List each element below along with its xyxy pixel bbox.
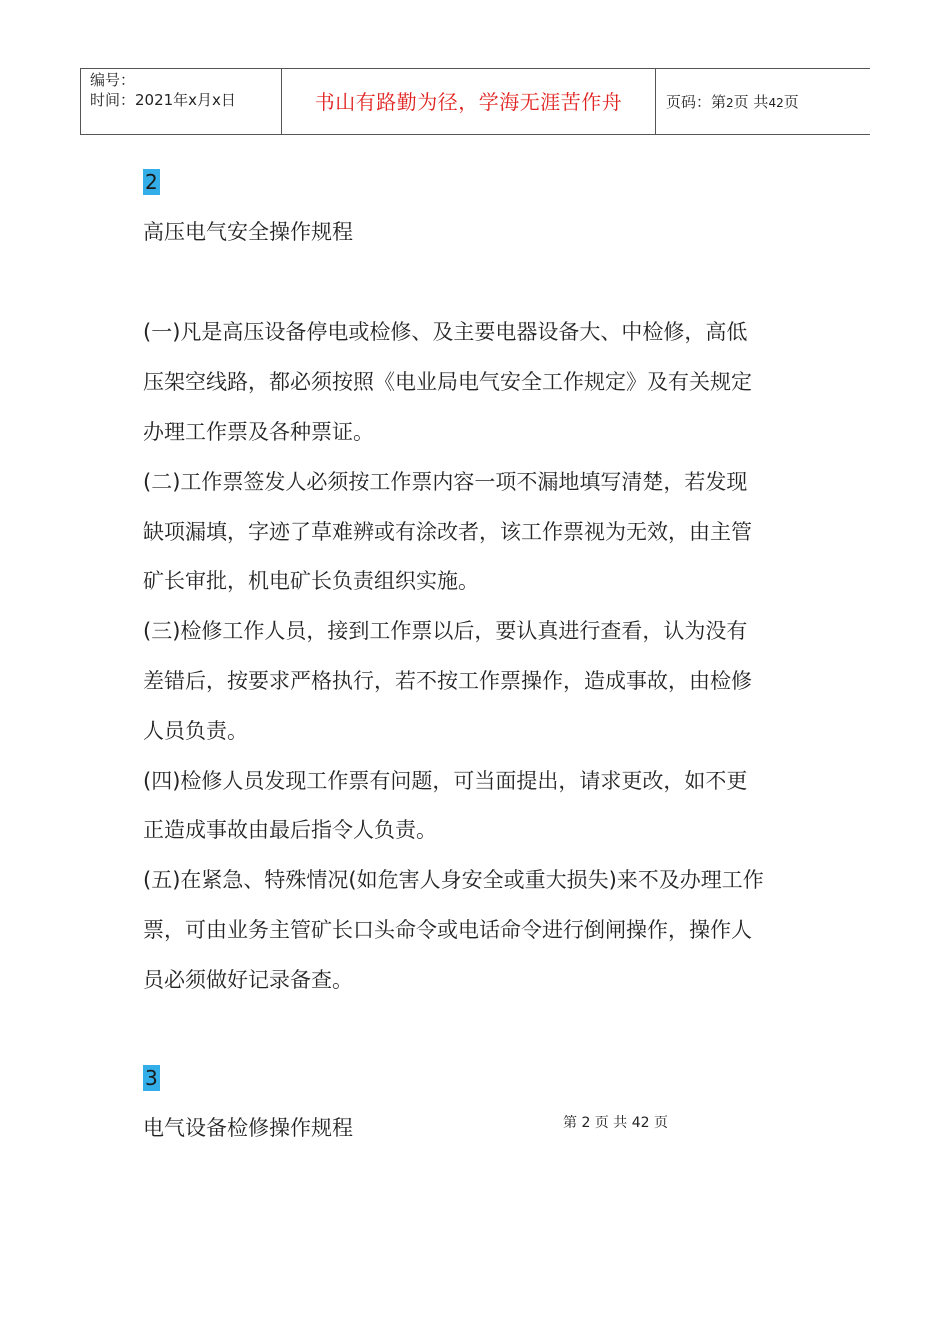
page-prefix: 页码：第 bbox=[666, 93, 727, 111]
paragraph-line: 矿长审批，机电矿长负责组织实施。 bbox=[143, 569, 479, 593]
serial-label: 编号： bbox=[90, 71, 136, 89]
paragraph-line: (一)凡是高压设备停电或检修、及主要电器设备大、中检修，高低 bbox=[143, 320, 748, 344]
section-3-number: 3 bbox=[145, 1066, 158, 1090]
header-meta-cell bbox=[81, 69, 282, 134]
paragraph-line: (二)工作票签发人必须按工作票内容一项不漏地填写清楚，若发现 bbox=[143, 470, 748, 494]
section-3-title: 电气设备检修操作规程 bbox=[143, 1116, 353, 1140]
paragraph-line: 缺项漏填，字迹了草难辨或有涂改者，该工作票视为无效，由主管 bbox=[143, 520, 752, 544]
header-motto-cell bbox=[282, 69, 656, 134]
paragraph-line: 人员负责。 bbox=[143, 719, 248, 743]
section-2-title: 高压电气安全操作规程 bbox=[143, 220, 353, 244]
section-2-number: 2 bbox=[145, 170, 158, 194]
paragraph-line: 正造成事故由最后指令人负责。 bbox=[143, 818, 437, 842]
motto-text: 书山有路勤为径，学海无涯苦作舟 bbox=[314, 90, 623, 114]
paragraph-line: 员必须做好记录备查。 bbox=[143, 968, 353, 992]
page-total: 42 bbox=[768, 96, 784, 110]
paragraph-line: (四)检修人员发现工作票有问题，可当面提出，请求更改，如不更 bbox=[143, 769, 748, 793]
paragraph-line: (三)检修工作人员，接到工作票以后，要认真进行查看，认为没有 bbox=[143, 619, 748, 643]
page-mid: 页 共 bbox=[733, 93, 769, 111]
paragraph-line: 差错后，按要求严格执行，若不按工作票操作，造成事故，由检修 bbox=[143, 669, 752, 693]
paragraph-line: (五)在紧急、特殊情况(如危害人身安全或重大损失)来不及办理工作 bbox=[143, 868, 764, 892]
page-suffix: 页 bbox=[783, 93, 799, 111]
page-current: 2 bbox=[726, 96, 734, 110]
paragraph-line: 办理工作票及各种票证。 bbox=[143, 420, 374, 444]
header-page-info bbox=[666, 92, 799, 113]
paragraph-line: 压架空线路，都必须按照《电业局电气安全工作规定》及有关规定 bbox=[143, 370, 752, 394]
header-table bbox=[80, 68, 870, 135]
header-page-cell bbox=[656, 69, 871, 134]
time-label: 时间：2021年x月x日 bbox=[90, 91, 236, 109]
paragraph-line: 票，可由业务主管矿长口头命令或电话命令进行倒闸操作，操作人 bbox=[143, 918, 752, 942]
footer-page-number: 第 2 页 共 42 页 bbox=[563, 1115, 668, 1131]
